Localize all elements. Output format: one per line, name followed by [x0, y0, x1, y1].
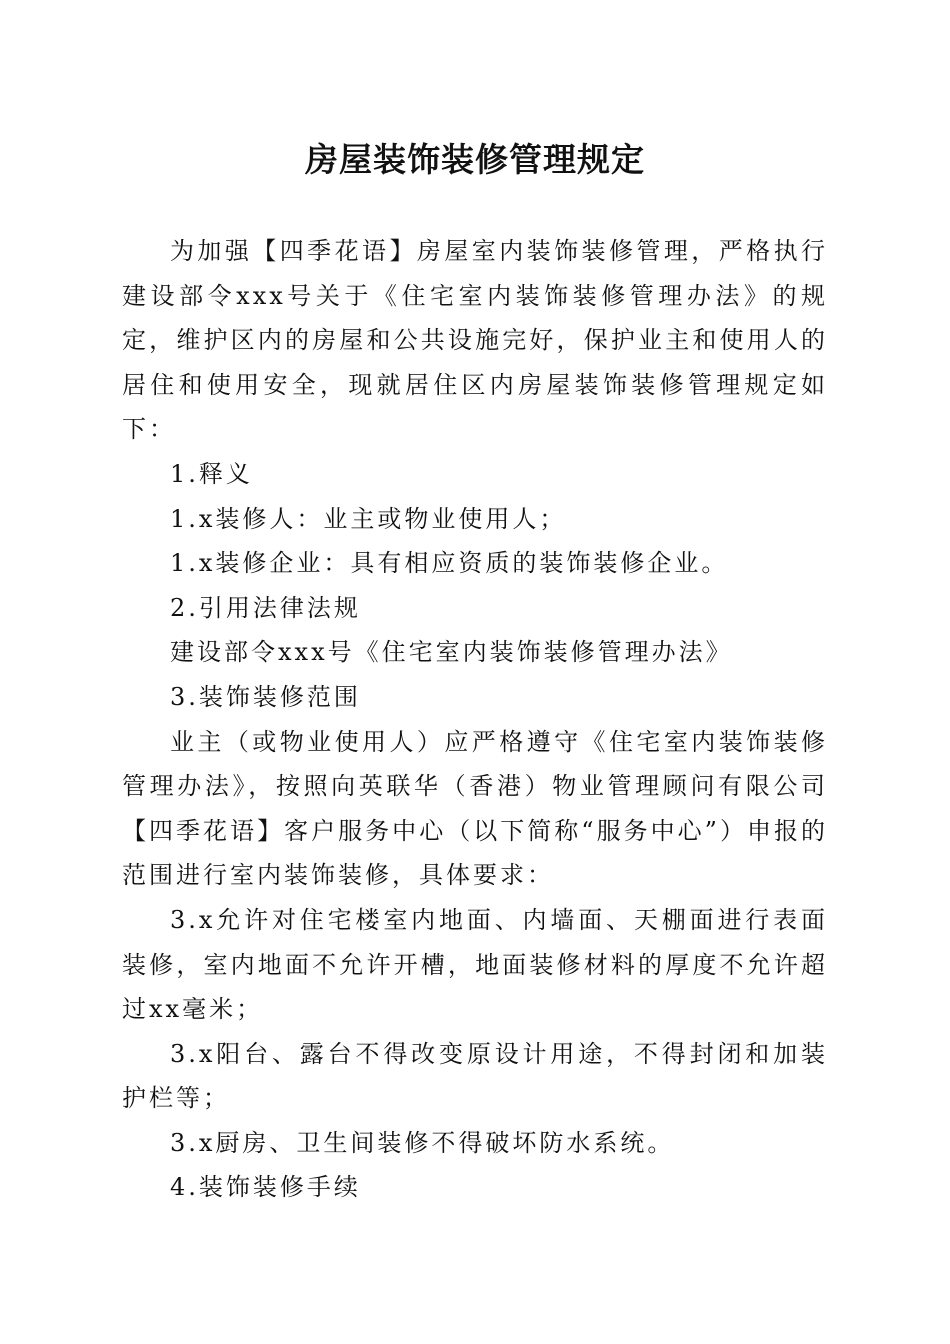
scope-paragraph: 业主（或物业使用人）应严格遵守《住宅室内装饰装修管理办法》，按照向英联华（香港）物业管理顾问有限公司【四季花语】客户服务中心（以下简称“服务中心”）申报的范围进行室内装饰装修，具体要求：: [122, 727, 828, 890]
law-reference: 建设部令xxx号《住宅室内装饰装修管理办法》: [170, 638, 733, 667]
scope-requirement-item: 3.x阳台、露台不得改变原设计用途，不得封闭和加装护栏等；: [122, 1039, 828, 1113]
document-title: 房屋装饰装修管理规定: [305, 140, 645, 179]
section-heading-definitions: 1.释义: [170, 459, 253, 488]
section-heading-scope: 3.装饰装修范围: [170, 682, 361, 711]
scope-requirement-item: 3.x厨房、卫生间装修不得破坏防水系统。: [170, 1128, 675, 1157]
section-heading-laws: 2.引用法律法规: [170, 593, 361, 622]
definition-item: 1.x装修人：业主或物业使用人；: [170, 504, 567, 533]
intro-paragraph: 为加强【四季花语】房屋室内装饰装修管理，严格执行建设部令xxx号关于《住宅室内装饰装修管理办法》的规定，维护区内的房屋和公共设施完好，保护业主和使用人的居住和使用安全，现就居住区内房屋装饰装修管理规定如下：: [122, 237, 828, 444]
definition-item: 1.x装修企业：具有相应资质的装饰装修企业。: [170, 549, 729, 578]
section-heading-procedures: 4.装饰装修手续: [170, 1173, 361, 1202]
document-body: [122, 229, 828, 1210]
scope-requirement-item: 3.x允许对住宅楼室内地面、内墙面、天棚面进行表面装修，室内地面不允许开槽，地面装修材料的厚度不允许超过xx毫米；: [122, 905, 828, 1024]
